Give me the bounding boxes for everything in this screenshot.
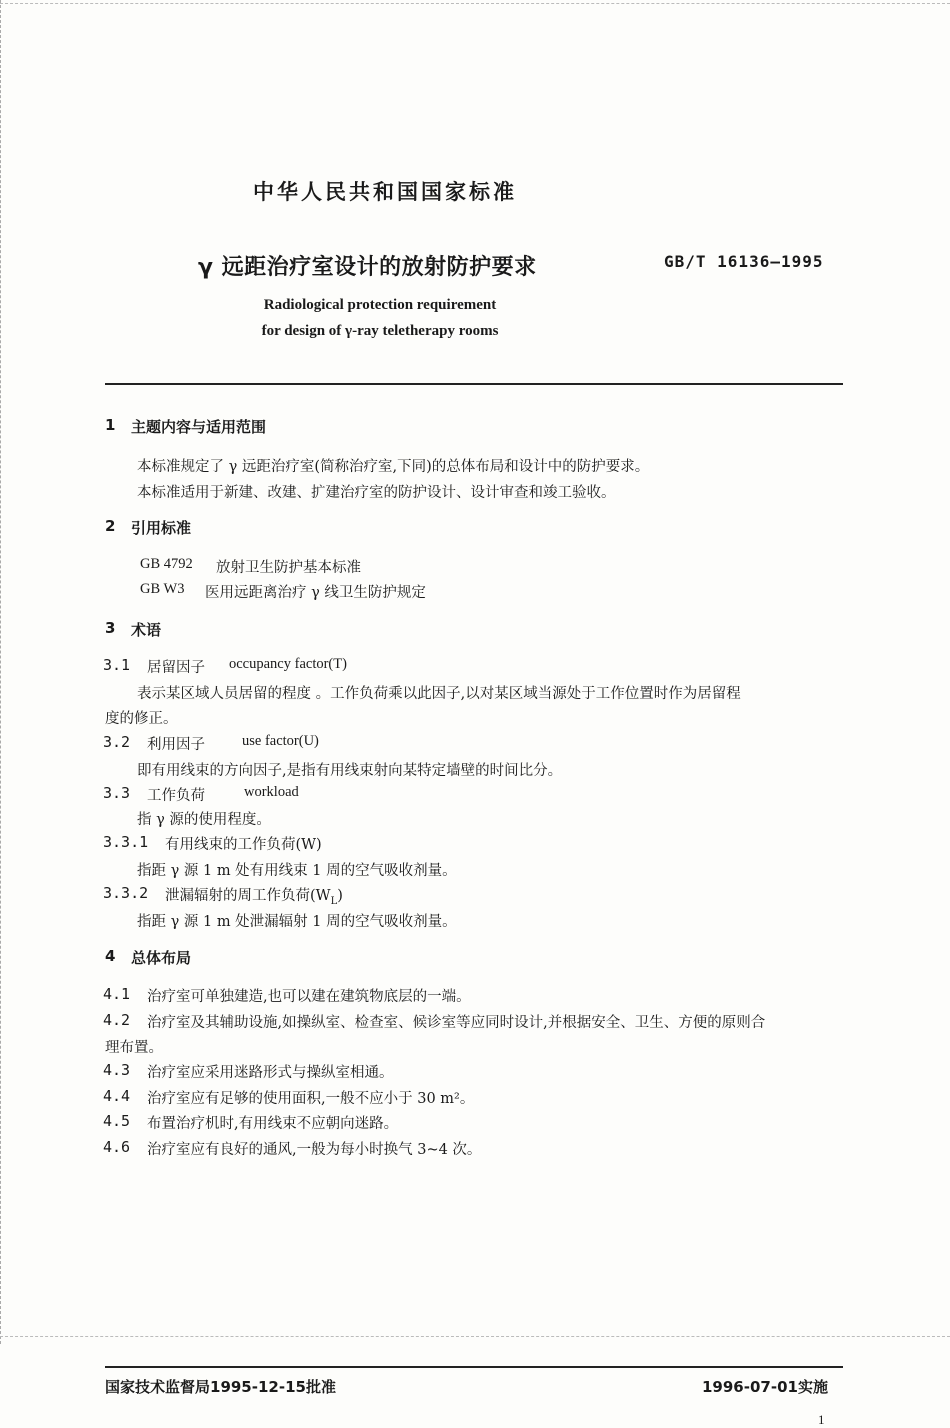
approval-statement: 国家技术监督局1995-12-15批准 [105, 1378, 336, 1396]
scan-top-artifact [0, 3, 950, 4]
clause-3-3-1-number: 3.3.1 [103, 833, 149, 851]
clause-4-6-text: 治疗室应有良好的通风,一般为每小时换气 3~4 次。 [147, 1142, 482, 1158]
clause-3-3-2-term [165, 884, 343, 907]
clause-4-1-number: 4.1 [103, 985, 131, 1003]
clause-3-3-2-number: 3.3.2 [103, 884, 149, 902]
clause-3-3-1-definition: 指距 γ 源 1 m 处有用线束 1 周的空气吸收剂量。 [137, 863, 457, 879]
clause-3-3-2-subscript: L [330, 895, 338, 907]
clause-3-1-english: occupancy factor(T) [229, 656, 347, 672]
clause-3-3-2-definition: 指距 γ 源 1 m 处泄漏辐射 1 周的空气吸收剂量。 [137, 914, 457, 930]
reference-2-title: 医用远距离治疗 γ 线卫生防护规定 [205, 585, 426, 601]
clause-3-1-definition-line2: 度的修正。 [105, 711, 178, 727]
clause-4-4-number: 4.4 [103, 1087, 131, 1105]
document-title-cn: γ 远距治疗室设计的放射防护要求 [198, 255, 537, 280]
section-1-number: 1 [105, 416, 116, 434]
section-2-title: 引用标准 [131, 519, 192, 537]
footer-divider [105, 1366, 843, 1368]
clause-3-1-term: 居留因子 [147, 660, 205, 676]
clause-3-1-number: 3.1 [103, 656, 131, 674]
clause-3-3-definition: 指 γ 源的使用程度。 [137, 812, 271, 828]
reference-1-title: 放射卫生防护基本标准 [216, 560, 361, 576]
clause-4-2-number: 4.2 [103, 1011, 131, 1029]
clause-3-3-term: 工作负荷 [147, 788, 205, 804]
clause-3-3-2-term-text: 泄漏辐射的周工作负荷(W [165, 888, 331, 904]
clause-3-3-number: 3.3 [103, 784, 131, 802]
section-2-number: 2 [105, 517, 116, 535]
section-3-title: 术语 [131, 621, 162, 639]
clause-4-6-number: 4.6 [103, 1138, 131, 1156]
clause-3-3-1-term: 有用线束的工作负荷(W) [165, 837, 322, 853]
clause-3-1-definition-line1: 表示某区域人员居留的程度 。工作负荷乘以此因子,以对某区域当源处于工作位置时作为居留程 [137, 686, 741, 702]
clause-4-2-text-line1: 治疗室及其辅助设施,如操纵室、检查室、候诊室等应同时设计,并根据安全、卫生、方便的原则合 [147, 1015, 766, 1031]
clause-4-3-number: 4.3 [103, 1061, 131, 1079]
document-title-en-line2: for design of γ-ray teletherapy rooms [261, 323, 499, 339]
clause-3-2-term: 利用因子 [147, 737, 205, 753]
header-divider [105, 383, 843, 385]
standard-type-heading: 中华人民共和国国家标准 [253, 180, 517, 204]
section-3-number: 3 [105, 619, 116, 637]
clause-4-3-text: 治疗室应采用迷路形式与操纵室相通。 [147, 1065, 394, 1081]
scan-bottom-artifact [0, 1336, 950, 1337]
section-4-title: 总体布局 [131, 949, 192, 967]
section-1-paragraph-2: 本标准适用于新建、改建、扩建治疗室的防护设计、设计审查和竣工验收。 [137, 485, 616, 501]
effective-date: 1996-07-01实施 [702, 1378, 828, 1396]
reference-1-code: GB 4792 [140, 556, 193, 572]
section-4-number: 4 [105, 947, 116, 965]
clause-4-4-text: 治疗室应有足够的使用面积,一般不应小于 30 m²。 [147, 1091, 475, 1107]
clause-4-2-text-line2: 理布置。 [105, 1040, 163, 1056]
clause-3-3-2-term-close: ) [337, 888, 343, 904]
standard-code: GB/T 16136—1995 [664, 252, 824, 271]
clause-3-2-definition: 即有用线束的方向因子,是指有用线束射向某特定墙壁的时间比分。 [137, 763, 563, 779]
clause-3-2-number: 3.2 [103, 733, 131, 751]
clause-4-5-text: 布置治疗机时,有用线束不应朝向迷路。 [147, 1116, 399, 1132]
section-1-title: 主题内容与适用范围 [131, 418, 267, 436]
page-number: 1 [818, 1412, 825, 1427]
clause-4-1-text: 治疗室可单独建造,也可以建在建筑物底层的一端。 [147, 989, 471, 1005]
reference-2-code: GB W3 [140, 581, 185, 597]
document-title-en-line1: Radiological protection requirement [263, 297, 497, 313]
clause-3-3-english: workload [244, 784, 299, 800]
clause-4-5-number: 4.5 [103, 1112, 131, 1130]
clause-3-2-english: use factor(U) [242, 733, 319, 749]
section-1-paragraph-1: 本标准规定了 γ 远距治疗室(简称治疗室,下同)的总体布局和设计中的防护要求。 [137, 459, 650, 475]
